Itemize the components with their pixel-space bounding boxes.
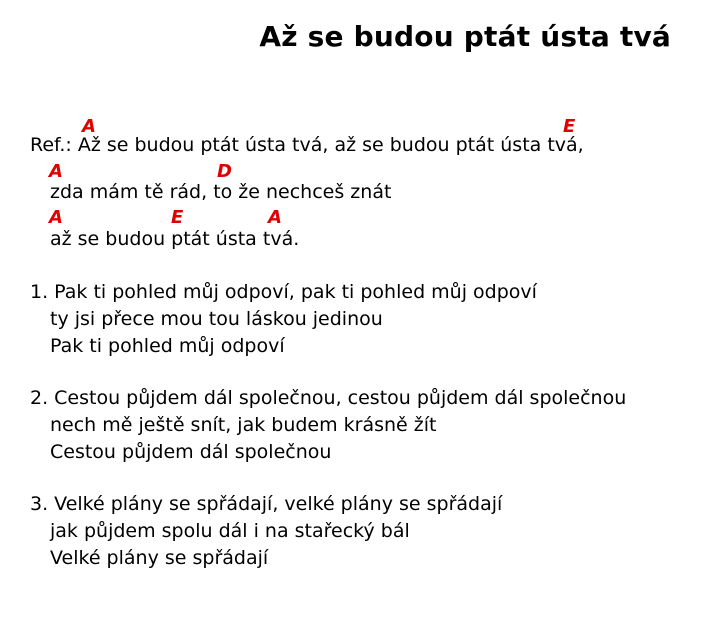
chord-label: E xyxy=(563,116,576,137)
verse-1-line-3: Pak ti pohled můj odpoví xyxy=(50,335,285,357)
chord-label: A xyxy=(49,161,63,182)
verse-2-line-2: nech mě ještě snít, jak budem krásně žít xyxy=(50,414,437,436)
chord-label: A xyxy=(268,207,282,228)
verse-3-line-3: Velké plány se spřádají xyxy=(50,547,269,569)
chorus-line-3: až se budou ptát ústa tvá. xyxy=(50,228,300,250)
chorus-line-2: zda mám tě rád, to že nechceš znát xyxy=(50,181,392,203)
chord-label: A xyxy=(82,116,96,137)
verse-2-line-3: Cestou půjdem dál společnou xyxy=(50,441,332,463)
verse-2-line-1: 2. Cestou půjdem dál společnou, cestou půjdem dál společnou xyxy=(30,387,627,409)
song-title: Až se budou ptát ústa tvá xyxy=(259,20,671,53)
chord-label: E xyxy=(171,207,184,228)
verse-1-line-1: 1. Pak ti pohled můj odpoví, pak ti pohled můj odpoví xyxy=(30,281,537,303)
verse-3-line-2: jak půjdem spolu dál i na stařecký bál xyxy=(50,520,410,542)
chorus-line-1: Ref.: Až se budou ptát ústa tvá, až se budou ptát ústa tvá, xyxy=(30,134,584,156)
verse-3-line-1: 3. Velké plány se spřádají, velké plány se spřádají xyxy=(30,493,503,515)
verse-1-line-2: ty jsi přece mou tou láskou jedinou xyxy=(50,308,383,330)
chord-label: A xyxy=(49,207,63,228)
chord-label: D xyxy=(217,161,232,182)
